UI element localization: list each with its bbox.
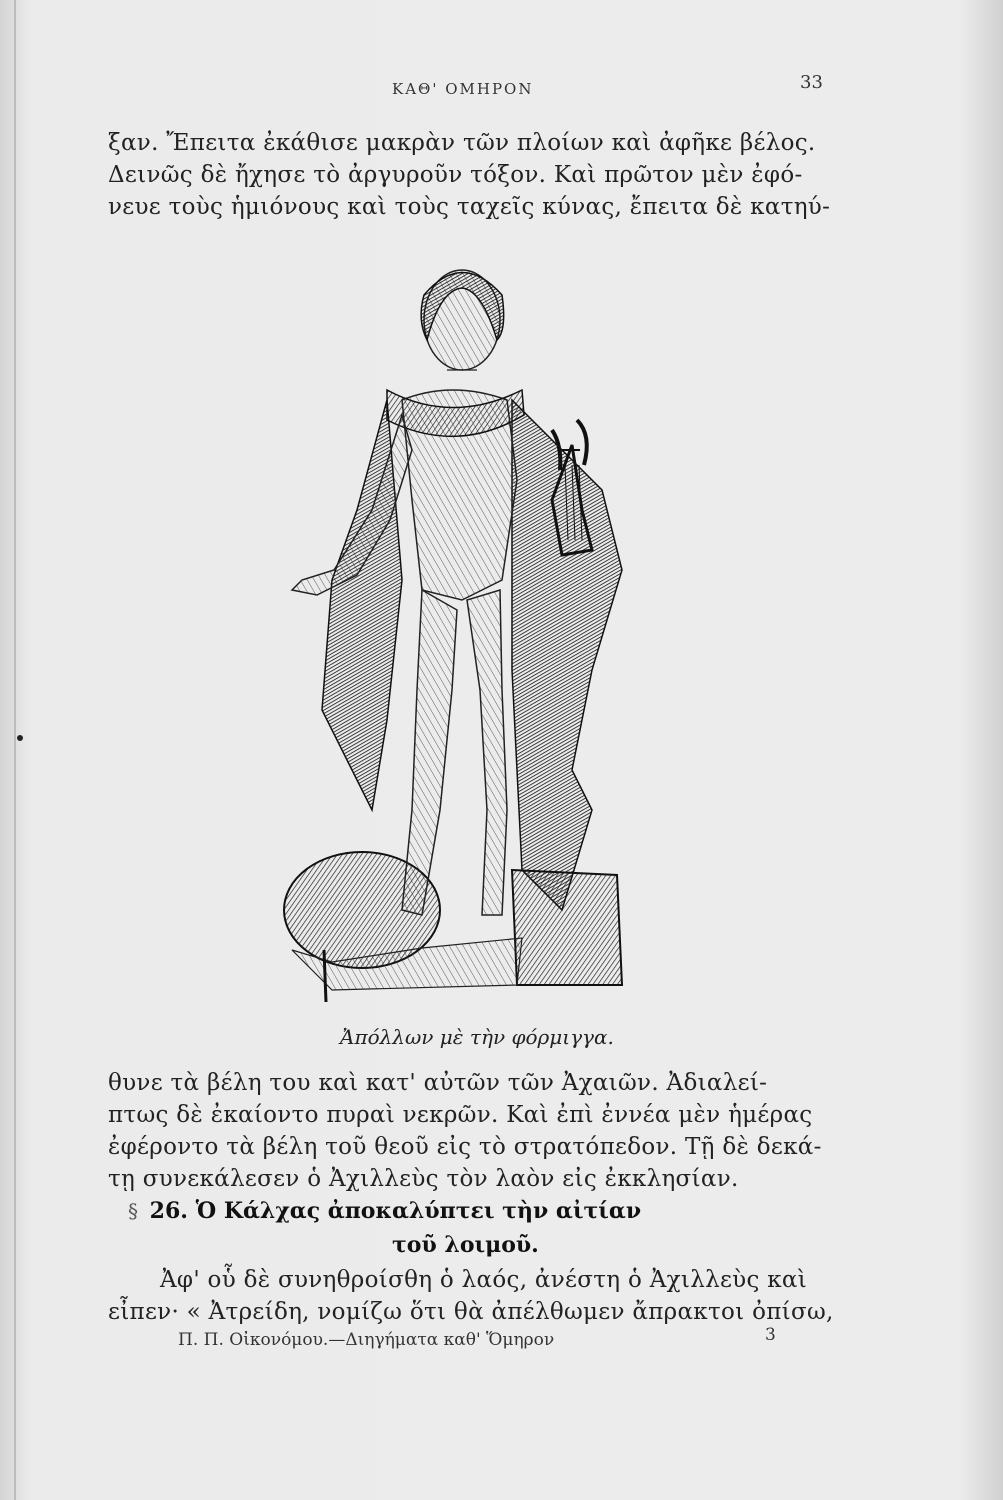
text-line: Ἀφ' οὗ δὲ συνηθροίσθη ὁ λαός, ἀνέστη ὁ Ἀχιλλεὺς καὶ xyxy=(160,1267,808,1293)
text-line: ἐφέροντο τὰ βέλη τοῦ θεοῦ εἰς τὸ στρατόπεδον. Τῇ δὲ δεκά- xyxy=(108,1134,822,1160)
text-line: πτως δὲ ἐκαίοντο πυραὶ νεκρῶν. Καὶ ἐπὶ ἐννέα μὲν ἡμέρας xyxy=(108,1102,813,1128)
text-line: τῃ συνεκάλεσεν ὁ Ἀχιλλεὺς τὸν λαὸν εἰς ἐκκλησίαν. xyxy=(108,1166,739,1192)
text-line: εἶπεν· « Ἀτρείδη, νομίζω ὅτι θὰ ἀπέλθωμεν ἄπρακτοι ὀπίσω, xyxy=(108,1299,834,1325)
section-title-line1: Ὁ Κάλχας ἀποκαλύπτει τὴν αἰτίαν xyxy=(195,1198,642,1224)
page-edge-shadow xyxy=(14,0,16,1500)
section-heading xyxy=(128,1198,641,1224)
ink-speck xyxy=(17,735,23,741)
apollo-engraving xyxy=(262,250,634,1010)
page-number: 33 xyxy=(800,72,823,93)
section-mark: § xyxy=(128,1199,138,1223)
signature-mark: 3 xyxy=(765,1325,776,1345)
footer-imprint: Π. Π. Οἰκονόμου.—Διηγήματα καθ' Ὅμηρον xyxy=(178,1330,555,1350)
text-line: θυνε τὰ βέλη του καὶ κατ' αὐτῶν τῶν Ἀχαιῶν. Ἀδιαλεί- xyxy=(108,1070,768,1096)
text-line: νευε τοὺς ἡμιόνους καὶ τοὺς ταχεῖς κύνας, ἔπειτα δὲ κατηύ- xyxy=(108,194,831,220)
text-line: ξαν. Ἔπειτα ἐκάθισε μακρὰν τῶν πλοίων καὶ ἀφῆκε βέλος. xyxy=(108,130,816,156)
running-title: ΚΑΘ' ΟΜΗΡΟΝ xyxy=(392,80,534,98)
apollo-statue-figure xyxy=(262,250,634,1010)
illustration-caption: Ἀπόλλων μὲ τὴν φόρμιγγα. xyxy=(340,1025,614,1049)
section-title-line2: τοῦ λοιμοῦ. xyxy=(392,1232,539,1258)
section-number: 26. xyxy=(149,1198,188,1224)
text-line: Δεινῶς δὲ ἤχησε τὸ ἀργυροῦν τόξον. Καὶ πρῶτον μὲν ἐφό- xyxy=(108,162,803,188)
